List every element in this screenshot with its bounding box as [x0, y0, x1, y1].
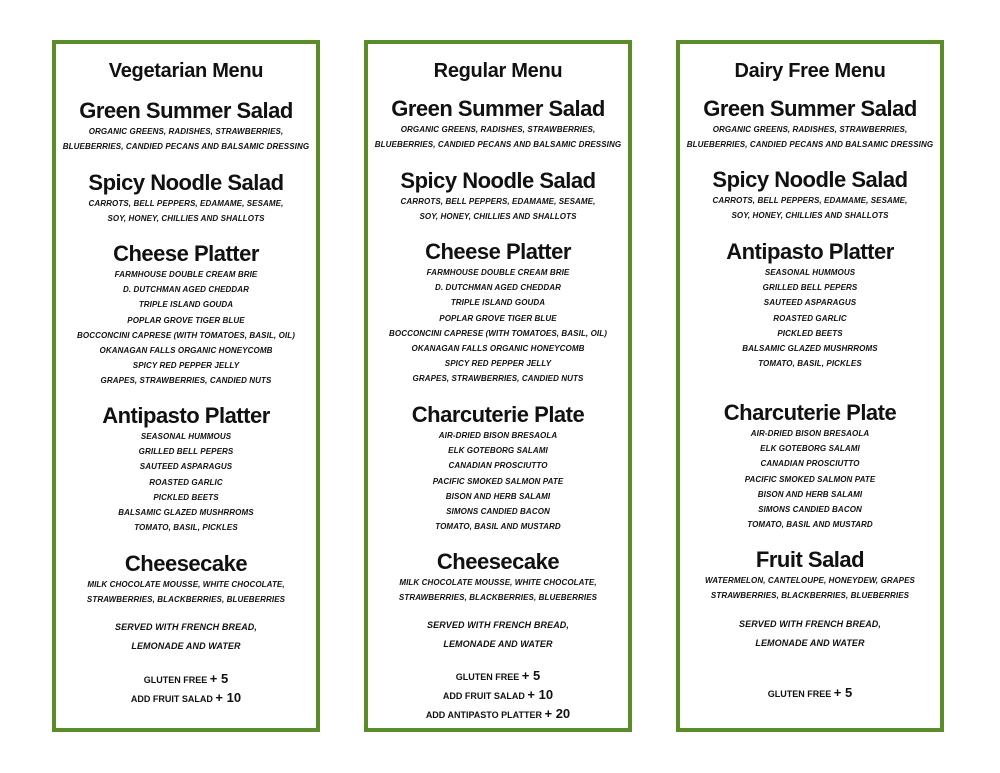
addon-label: GLUTEN FREE [143, 675, 208, 685]
dish-ingredient: FARMHOUSE DOUBLE CREAM BRIE [114, 270, 258, 279]
dish-ingredient: ORGANIC GREENS, RADISHES, STRAWBERRIES, [88, 127, 284, 136]
dish-name: Green Summer Salad [391, 96, 605, 121]
dish-name: Cheesecake [124, 551, 248, 576]
menu-section-green-summer-salad [368, 96, 628, 152]
menu-section-spicy-noodle-salad [368, 168, 628, 224]
served-line: LEMONADE AND WATER [443, 639, 553, 649]
served-line: SERVED WITH FRENCH BREAD, [738, 619, 881, 629]
dish-ingredient: SEASONAL HUMMOUS [764, 268, 856, 277]
dish-ingredient: PACIFIC SMOKED SALMON PATE [432, 476, 564, 486]
dish-ingredient: SOY, HONEY, CHILLIES AND SHALLOTS [731, 211, 889, 221]
dish-ingredient: CARROTS, BELL PEPPERS, EDAMAME, SESAME, [88, 199, 284, 208]
dish-ingredient: BOCCONCINI CAPRESE (WITH TOMATOES, BASIL, OIL) [389, 328, 607, 338]
addon-label: GLUTEN FREE [767, 689, 832, 699]
dish-ingredient: BISON AND HERB SALAMI [757, 489, 863, 499]
menu-section-cheese-platter [56, 241, 316, 389]
regular-menu-panel [364, 40, 632, 732]
dish-ingredient: AIR-DRIED BISON BRESAOLA [438, 431, 558, 440]
dish-name: Cheesecake [436, 549, 560, 574]
dish-ingredient: POPLAR GROVE TIGER BLUE [439, 313, 557, 323]
served-line: LEMONADE AND WATER [131, 641, 241, 651]
served-with-note [368, 616, 628, 654]
menu-section-cheesecake [368, 549, 628, 605]
dish-ingredient: D. DUTCHMAN AGED CHEDDAR [122, 285, 250, 295]
addon-label: GLUTEN FREE [455, 672, 520, 682]
dish-ingredient: SAUTEED ASPARAGUS [139, 462, 233, 472]
dish-name: Spicy Noodle Salad [88, 170, 284, 195]
addon-gluten-free [56, 670, 316, 689]
dish-ingredient: SEASONAL HUMMOUS [140, 432, 232, 441]
menu-section-antipasto-platter [680, 239, 940, 371]
addon-price: + 10 [527, 687, 554, 702]
addons-list [680, 684, 940, 703]
addon-price: + 5 [521, 668, 541, 683]
dish-ingredient: GRAPES, STRAWBERRIES, CANDIED NUTS [100, 376, 272, 386]
dish-ingredient: ORGANIC GREENS, RADISHES, STRAWBERRIES, [400, 125, 596, 134]
menu-section-cheesecake [56, 551, 316, 607]
menu-title: Vegetarian Menu [108, 60, 264, 82]
dish-ingredient: BOCCONCINI CAPRESE (WITH TOMATOES, BASIL, OIL) [77, 330, 295, 340]
served-with-note [680, 615, 940, 653]
addon-label: ADD FRUIT SALAD [130, 694, 213, 704]
dish-ingredient: SPICY RED PEPPER JELLY [444, 359, 552, 369]
dish-ingredient: ROASTED GARLIC [773, 313, 847, 323]
dish-ingredient: AIR-DRIED BISON BRESAOLA [750, 429, 870, 438]
dish-ingredient: TOMATO, BASIL AND MUSTARD [435, 522, 561, 532]
addon-antipasto-platter [368, 705, 628, 724]
served-line: SERVED WITH FRENCH BREAD, [426, 620, 569, 630]
dish-ingredient: MILK CHOCOLATE MOUSSE, WHITE CHOCOLATE, [87, 580, 285, 589]
dish-ingredient: ROASTED GARLIC [149, 477, 223, 487]
vegetarian-menu-panel [52, 40, 320, 732]
dish-name: Charcuterie Plate [723, 400, 897, 425]
dish-ingredient: ELK GOTEBORG SALAMI [448, 446, 548, 456]
dish-ingredient: GRILLED BELL PEPERS [762, 283, 858, 293]
menu-section-charcuterie-plate [680, 400, 940, 532]
menu-section-green-summer-salad [680, 96, 940, 152]
served-line: LEMONADE AND WATER [755, 638, 865, 648]
dish-name: Spicy Noodle Salad [400, 168, 596, 193]
menu-section-green-summer-salad [56, 98, 316, 154]
dish-ingredient: FARMHOUSE DOUBLE CREAM BRIE [426, 268, 570, 277]
served-with-note [56, 618, 316, 656]
dish-ingredient: STRAWBERRIES, BLACKBERRIES, BLUEBERRIES [86, 595, 286, 605]
addon-label: ADD ANTIPASTO PLATTER [425, 710, 542, 720]
dish-ingredient: SOY, HONEY, CHILLIES AND SHALLOTS [107, 214, 265, 224]
dish-ingredient: PACIFIC SMOKED SALMON PATE [744, 474, 876, 484]
dish-ingredient: CANADIAN PROSCIUTTO [448, 461, 548, 471]
addons-list [368, 667, 628, 724]
dish-name: Charcuterie Plate [411, 402, 585, 427]
menu-section-charcuterie-plate [368, 402, 628, 534]
dish-ingredient: TOMATO, BASIL, PICKLES [134, 523, 238, 533]
addon-gluten-free [680, 684, 940, 703]
dish-name: Cheese Platter [113, 241, 259, 266]
addon-price: + 5 [833, 685, 853, 700]
dish-ingredient: BALSAMIC GLAZED MUSHRROMS [118, 508, 254, 518]
dish-ingredient: STRAWBERRIES, BLACKBERRIES, BLUEBERRIES [710, 591, 910, 601]
dish-ingredient: BALSAMIC GLAZED MUSHRROMS [742, 344, 878, 354]
addon-fruit-salad [368, 686, 628, 705]
dish-ingredient: GRAPES, STRAWBERRIES, CANDIED NUTS [412, 374, 584, 384]
addon-gluten-free [368, 667, 628, 686]
dish-ingredient: TRIPLE ISLAND GOUDA [138, 300, 234, 310]
dish-ingredient: BLUEBERRIES, CANDIED PECANS AND BALSAMIC DRESSING [686, 140, 934, 150]
menu-section-cheese-platter [368, 239, 628, 387]
dish-ingredient: CARROTS, BELL PEPPERS, EDAMAME, SESAME, [712, 196, 908, 205]
dish-ingredient: TRIPLE ISLAND GOUDA [450, 298, 546, 308]
addon-price: + 20 [544, 706, 571, 721]
dish-ingredient: SPICY RED PEPPER JELLY [132, 361, 240, 371]
dish-name: Green Summer Salad [79, 98, 293, 123]
dish-ingredient: D. DUTCHMAN AGED CHEDDAR [434, 283, 562, 293]
dish-ingredient: ORGANIC GREENS, RADISHES, STRAWBERRIES, [712, 125, 908, 134]
dairy-free-menu-panel [676, 40, 944, 732]
dish-ingredient: OKANAGAN FALLS ORGANIC HONEYCOMB [411, 344, 585, 354]
menu-title: Regular Menu [433, 60, 563, 82]
dish-ingredient: PICKLED BEETS [153, 492, 219, 502]
dish-ingredient: BLUEBERRIES, CANDIED PECANS AND BALSAMIC DRESSING [374, 140, 622, 150]
addon-label: ADD FRUIT SALAD [442, 691, 525, 701]
addon-price: + 5 [209, 671, 229, 686]
dish-ingredient: SIMONS CANDIED BACON [758, 505, 862, 515]
dish-ingredient: CARROTS, BELL PEPPERS, EDAMAME, SESAME, [400, 197, 596, 206]
dish-name: Antipasto Platter [726, 239, 894, 264]
menu-section-spicy-noodle-salad [680, 167, 940, 223]
dish-name: Spicy Noodle Salad [712, 167, 908, 192]
dish-ingredient: MILK CHOCOLATE MOUSSE, WHITE CHOCOLATE, [399, 578, 597, 587]
dish-ingredient: SOY, HONEY, CHILLIES AND SHALLOTS [419, 212, 577, 222]
menu-section-fruit-salad [680, 547, 940, 603]
dish-ingredient: WATERMELON, CANTELOUPE, HONEYDEW, GRAPES [705, 576, 915, 585]
dish-ingredient: POPLAR GROVE TIGER BLUE [127, 315, 245, 325]
dish-ingredient: TOMATO, BASIL AND MUSTARD [747, 520, 873, 530]
served-line: SERVED WITH FRENCH BREAD, [114, 622, 257, 632]
addons-list [56, 670, 316, 708]
dish-name: Green Summer Salad [703, 96, 917, 121]
dish-ingredient: ELK GOTEBORG SALAMI [760, 444, 860, 454]
dish-ingredient: PICKLED BEETS [777, 328, 843, 338]
menu-section-antipasto-platter [56, 403, 316, 535]
dish-ingredient: SIMONS CANDIED BACON [446, 507, 550, 517]
dish-name: Cheese Platter [425, 239, 571, 264]
dish-ingredient: CANADIAN PROSCIUTTO [760, 459, 860, 469]
addon-price: + 10 [215, 690, 242, 705]
dish-name: Antipasto Platter [102, 403, 270, 428]
addon-fruit-salad [56, 689, 316, 708]
dish-ingredient: OKANAGAN FALLS ORGANIC HONEYCOMB [99, 346, 273, 356]
dish-ingredient: SAUTEED ASPARAGUS [763, 298, 857, 308]
dish-name: Fruit Salad [755, 547, 865, 572]
dish-ingredient: BISON AND HERB SALAMI [445, 491, 551, 501]
dish-ingredient: GRILLED BELL PEPERS [138, 447, 234, 457]
dish-ingredient: BLUEBERRIES, CANDIED PECANS AND BALSAMIC DRESSING [62, 142, 310, 152]
menu-title: Dairy Free Menu [734, 60, 886, 82]
dish-ingredient: STRAWBERRIES, BLACKBERRIES, BLUEBERRIES [398, 593, 598, 603]
dish-ingredient: TOMATO, BASIL, PICKLES [758, 359, 862, 369]
menu-section-spicy-noodle-salad [56, 170, 316, 226]
